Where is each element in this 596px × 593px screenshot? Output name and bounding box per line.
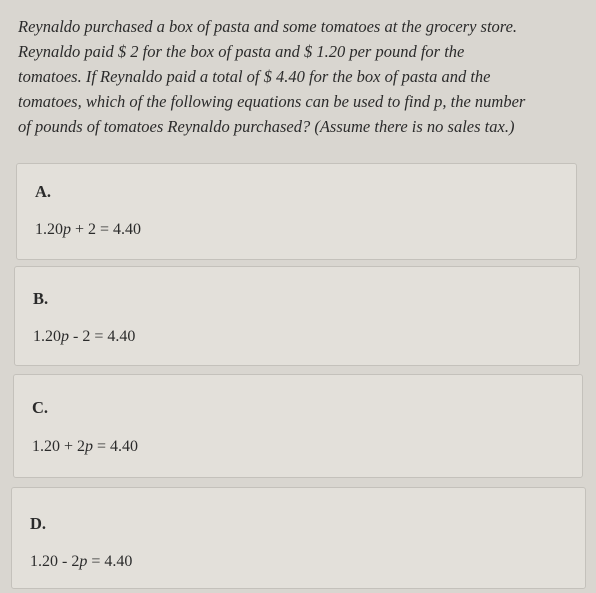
choice-equation — [30, 553, 132, 571]
answer-choice-a[interactable] — [16, 163, 577, 260]
question-line: of pounds of tomatoes Reynaldo purchased? (Assume there is no sales tax.) — [18, 117, 515, 136]
equation-part: 1.20 — [33, 328, 61, 345]
choice-letter: D. — [30, 514, 47, 533]
question-line: tomatoes. If Reynaldo paid a total of $ 4.40 for the box of pasta and the — [18, 67, 491, 86]
question-line: Reynaldo paid $ 2 for the box of pasta and $ 1.20 per pound for the — [18, 42, 465, 61]
equation-part: 1.20 - 2 — [30, 553, 80, 570]
equation-part: + 2 = 4.40 — [71, 221, 142, 238]
choice-equation — [33, 328, 135, 346]
choice-letter: B. — [33, 289, 49, 308]
choice-letter: C. — [32, 398, 49, 417]
equation-part: 1.20 + 2 — [32, 438, 86, 455]
choice-equation — [35, 221, 141, 239]
equation-variable: p — [63, 221, 71, 238]
equation-part: - 2 = 4.40 — [69, 328, 136, 345]
equation-part: 1.20 — [35, 221, 63, 238]
choice-letter: A. — [35, 182, 52, 201]
choice-equation — [32, 438, 138, 456]
equation-part: = 4.40 — [87, 553, 133, 570]
question-line: tomatoes, which of the following equations can be used to find p, the number — [18, 92, 526, 111]
question-line: Reynaldo purchased a box of pasta and some tomatoes at the grocery store. — [18, 17, 518, 36]
equation-variable: p — [61, 328, 69, 345]
answer-choice-d[interactable] — [11, 487, 586, 589]
equation-variable: p — [85, 438, 94, 455]
question-text — [18, 14, 578, 139]
equation-variable: p — [79, 553, 88, 570]
equation-part: = 4.40 — [93, 438, 139, 455]
answer-choice-c[interactable] — [13, 374, 583, 478]
answer-choice-b[interactable] — [14, 266, 580, 366]
